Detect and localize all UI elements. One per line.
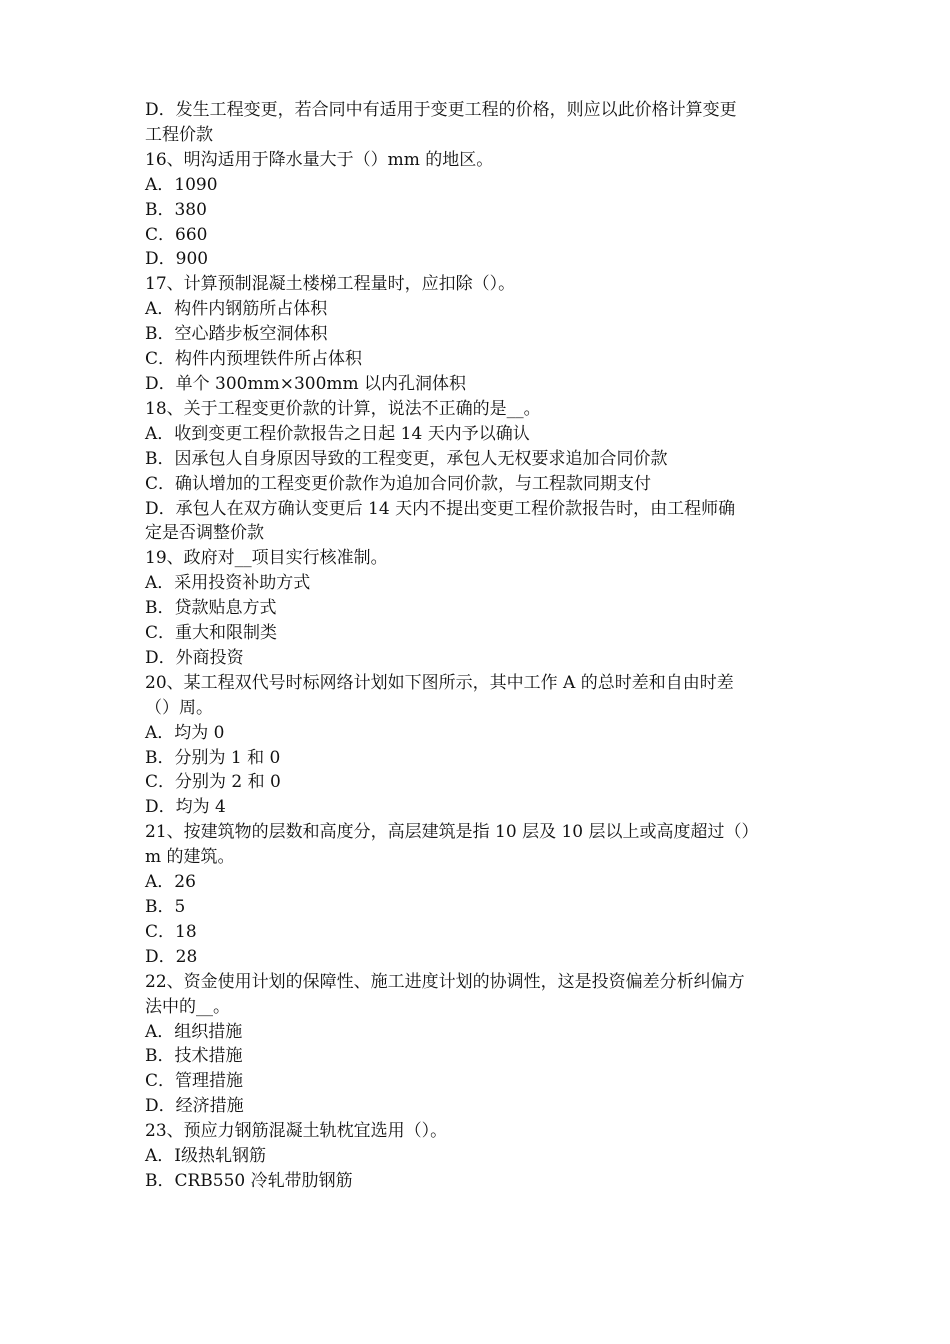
question-18-option-d-line2: 定是否调整价款 [145, 523, 264, 544]
question-22-option-d: D．经济措施 [145, 1096, 244, 1117]
question-22-line2: 法中的__。 [145, 996, 230, 1017]
question-17: 17、计算预制混凝土楼梯工程量时，应扣除（）。 [145, 274, 516, 295]
question-21-line1: 21、按建筑物的层数和高度分，高层建筑是指 10 层及 10 层以上或高度超过（） [145, 822, 759, 843]
question-20-option-c: C．分别为 2 和 0 [145, 772, 281, 793]
document-page [145, 98, 810, 1194]
question-23-option-a: A．Ⅰ级热轧钢筋 [145, 1146, 266, 1167]
question-19-option-d: D．外商投资 [145, 647, 244, 668]
question-20-line2: （）周。 [145, 697, 213, 718]
question-16-option-b: B．380 [145, 199, 207, 220]
question-17-option-b: B．空心踏步板空洞体积 [145, 324, 328, 345]
question-22-option-b: B．技术措施 [145, 1046, 243, 1067]
question-23-option-b: B．CRB550 冷轧带肋钢筋 [145, 1170, 353, 1191]
question-18-option-d-line1: D．承包人在双方确认变更后 14 天内不提出变更工程价款报告时，由工程师确 [145, 498, 736, 519]
question-16-option-a: A．1090 [145, 174, 218, 195]
question-19-option-b: B．贷款贴息方式 [145, 598, 277, 619]
question-18: 18、关于工程变更价款的计算，说法不正确的是__。 [145, 398, 541, 419]
question-22-option-c: C．管理措施 [145, 1071, 244, 1092]
question-20-line1: 20、某工程双代号时标网络计划如下图所示，其中工作 A 的总时差和自由时差 [145, 672, 734, 693]
question-23: 23、预应力钢筋混凝土轨枕宜选用（）。 [145, 1121, 448, 1142]
question-18-option-a: A．收到变更工程价款报告之日起 14 天内予以确认 [145, 423, 530, 444]
question-20-option-a: A．均为 0 [145, 722, 225, 743]
question-17-option-a: A．构件内钢筋所占体积 [145, 299, 328, 320]
question-21-line2: m 的建筑。 [145, 847, 235, 868]
question-21-option-a: A．26 [145, 872, 196, 893]
question-18-option-c: C．确认增加的工程变更价款作为追加合同价款，与工程款同期支付 [145, 473, 652, 494]
question-19-option-c: C．重大和限制类 [145, 623, 278, 644]
question-17-option-c: C．构件内预埋铁件所占体积 [145, 349, 363, 370]
question-16-option-d: D．900 [145, 249, 209, 270]
question-22-line1: 22、资金使用计划的保障性、施工进度计划的协调性，这是投资偏差分析纠偏方 [145, 971, 745, 992]
question-20-option-b: B．分别为 1 和 0 [145, 747, 281, 768]
option-d-q15-line1: D．发生工程变更，若合同中有适用于变更工程的价格，则应以此价格计算变更 [145, 100, 737, 120]
question-22-option-a: A．组织措施 [145, 1021, 243, 1042]
question-19-option-a: A．采用投资补助方式 [145, 573, 311, 594]
question-16: 16、明沟适用于降水量大于（）mm 的地区。 [145, 149, 494, 170]
question-17-option-d: D．单个 300mm×300mm 以内孔洞体积 [145, 373, 467, 394]
question-16-option-c: C．660 [145, 224, 208, 245]
question-19: 19、政府对__项目实行核准制。 [145, 548, 388, 569]
question-18-option-b: B．因承包人自身原因导致的工程变更，承包人无权要求追加合同价款 [145, 448, 668, 469]
question-20-option-d: D．均为 4 [145, 797, 226, 818]
question-21-option-b: B．5 [145, 897, 186, 917]
question-21-option-d: D．28 [145, 946, 198, 967]
option-d-q15-line2: 工程价款 [145, 124, 213, 145]
question-21-option-c: C．18 [145, 921, 197, 942]
